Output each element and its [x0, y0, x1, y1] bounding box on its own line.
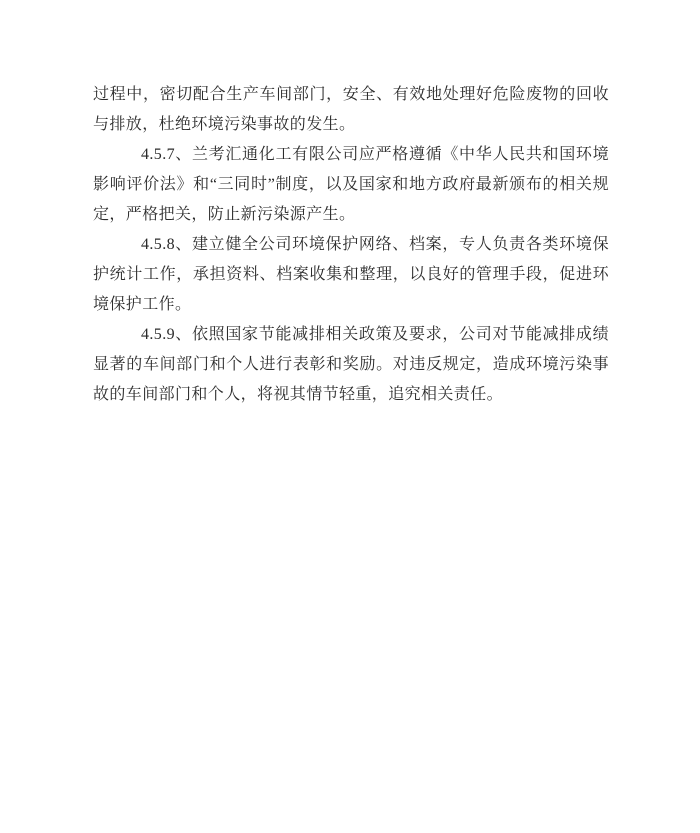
text-block	[93, 80, 609, 410]
paragraph-continuation: 过程中，密切配合生产车间部门，安全、有效地处理好危险废物的回收与排放，杜绝环境污染事故的发生。	[93, 86, 609, 133]
paragraph-clause-4-5-9: 4.5.9、依照国家节能减排相关政策及要求，公司对节能减排成绩显著的车间部门和个人进行表彰和奖励。对违反规定，造成环境污染事故的车间部门和个人，将视其情节轻重，追究相关责任。	[93, 326, 609, 403]
paragraph-clause-4-5-8: 4.5.8、建立健全公司环境保护网络、档案，专人负责各类环境保护统计工作，承担资料、档案收集和整理，以良好的管理手段，促进环境保护工作。	[93, 236, 609, 313]
paragraph-clause-4-5-7: 4.5.7、兰考汇通化工有限公司应严格遵循《中华人民共和国环境影响评价法》和“三同时”制度，以及国家和地方政府最新颁布的相关规定，严格把关，防止新污染源产生。	[93, 146, 609, 223]
